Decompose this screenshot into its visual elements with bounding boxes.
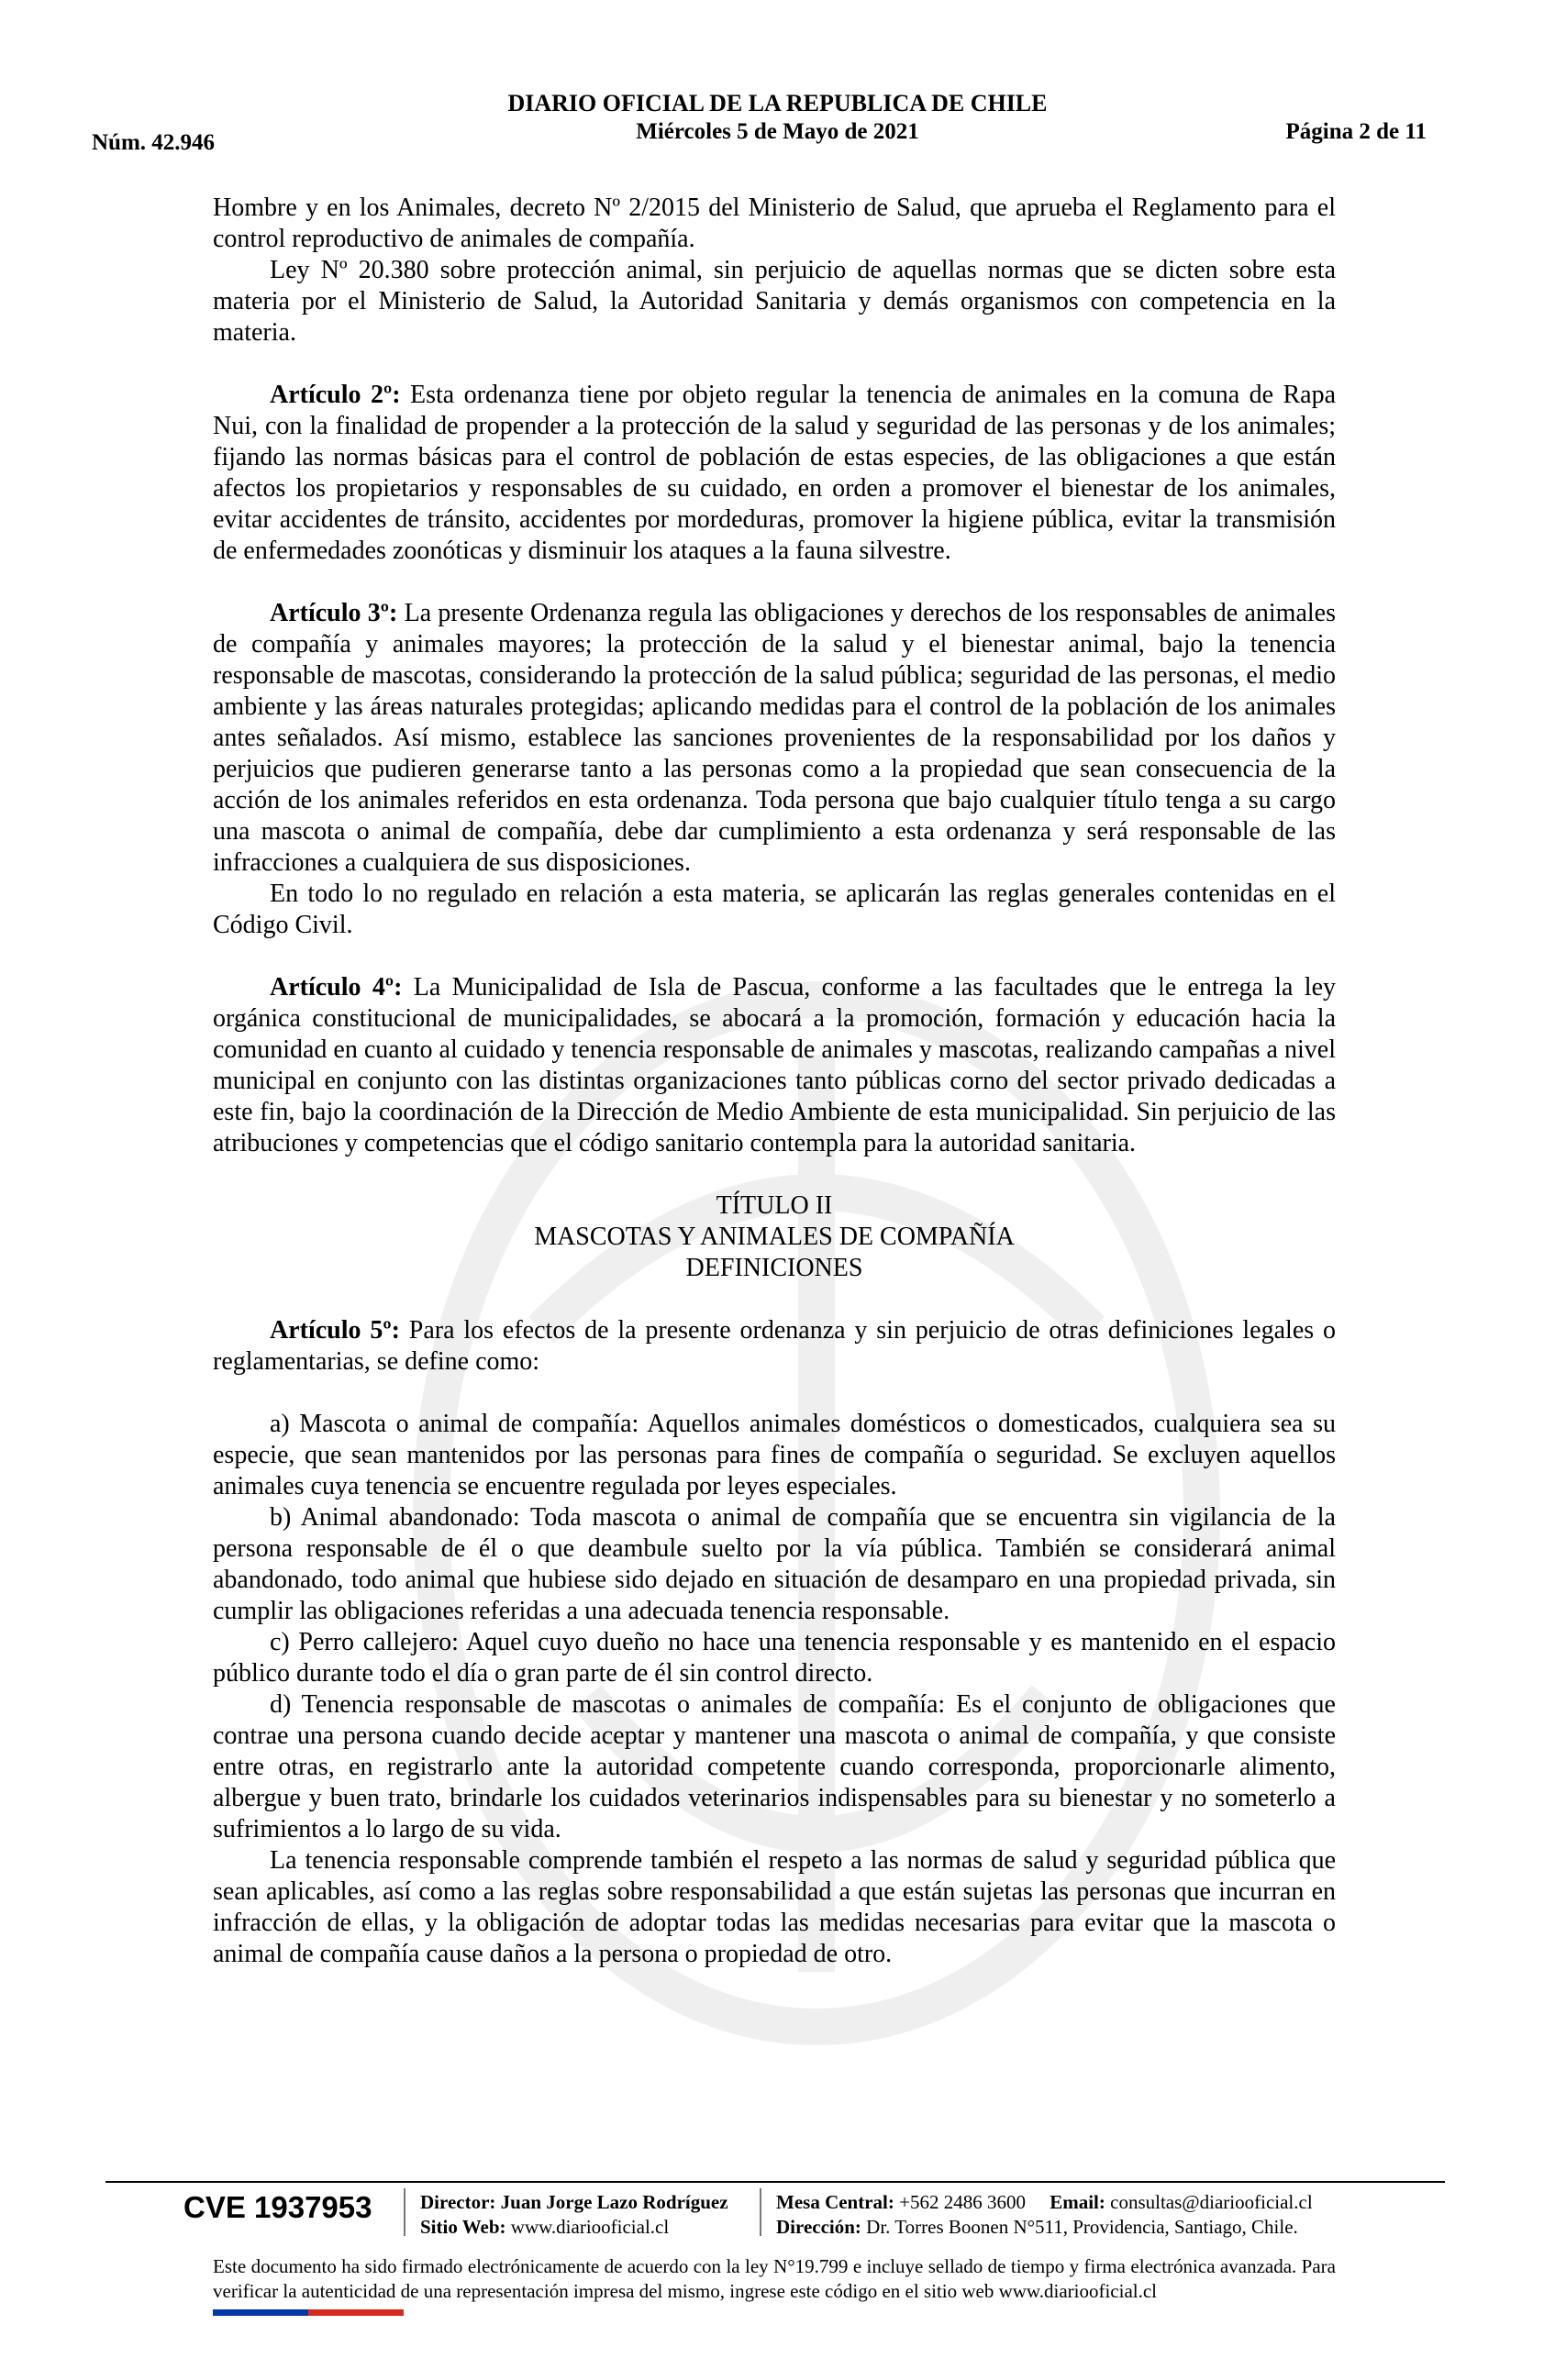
director-name: Juan Jorge Lazo Rodríguez <box>500 2191 728 2213</box>
article-text: La Municipalidad de Isla de Pascua, conforme a las facultades que le entrega la ley orgánica constitucional de municipalidades, se abocará a la promoción, formación y educación hacia la comunidad en cuanto al cuidado y tenencia responsable de animales y mascotas, realizando campañas a nivel municipal en conjunto con las distintas organizaciones tanto públicas corno del sector privado dedicadas a este fin, bajo la coordinación de la Dirección de Medio Ambiente de esta municipalidad. Sin perjuicio de las atribuciones y competencias que el código sanitario contempla para la autoridad sanitaria. <box>213 973 1336 1157</box>
footer-contact-block <box>776 2190 1313 2240</box>
footer-separator <box>404 2188 405 2236</box>
footer-separator <box>760 2188 761 2236</box>
footer-director-block <box>420 2190 728 2240</box>
article-label: Artículo 2º: <box>270 381 401 409</box>
title-heading: TÍTULO II <box>716 1191 833 1220</box>
paragraph: La tenencia responsable comprende también el respeto a las normas de salud y seguridad pública que sean aplicables, así como a las reglas sobre responsabilidad a que están sujetas las personas que incurran en infracción de ellas, y la obligación de adoptar todas las medidas necesarias para evitar que la mascota o animal de compañía cause daños a la persona o propiedad de otro. <box>213 1846 1336 1968</box>
definition-item: b) Animal abandonado: Toda mascota o animal de compañía que se encuentra sin vigilancia de la persona responsable de él o que deambule suelto por la vía pública. También se considerará animal abandonado, todo animal que hubiese sido dejado en situación de desamparo en una propiedad privada, sin cumplir las obligaciones referidas a una adecuada tenencia responsable. <box>213 1503 1336 1625</box>
article-5 <box>213 1315 1336 1378</box>
definition-item: c) Perro callejero: Aquel cuyo dueño no hace una tenencia responsable y es mantenido en el espacio público durante todo el día o gran parte de él sin control directo. <box>213 1628 1336 1688</box>
address-label: Dirección: <box>776 2216 861 2238</box>
article-text: Para los efectos de la presente ordenanza y sin perjuicio de otras definiciones legales o reglamentarias, se define como: <box>213 1316 1336 1376</box>
mesa-label: Mesa Central: <box>776 2191 894 2213</box>
newspaper-title: DIARIO OFICIAL DE LA REPUBLICA DE CHILE <box>507 90 1048 116</box>
issue-number: Núm. 42.946 <box>92 130 216 155</box>
definition-item: d) Tenencia responsable de mascotas o animales de compañía: Es el conjunto de obligaciones que contrae una persona cuando decide aceptar y mantener una mascota o animal de compañía, y que consiste entre otras, en registrarlo ante la autoridad competente cuando corresponda, proporcionarle alimento, albergue y buen trato, brindarle los cuidados veterinarios indispensables para su bienestar y no someterlo a sufrimientos a lo largo de su vida. <box>213 1690 1336 1843</box>
definitions-heading: DEFINICIONES <box>685 1254 863 1282</box>
article-4 <box>213 972 1336 1159</box>
legal-notice: Este documento ha sido firmado electrónicamente de acuerdo con la ley N°19.799 e incluye sellado de tiempo y firma electrónica avanzada. Para verificar la autenticidad de una representación impresa del mismo, ingrese este código en el sitio web www.diariooficial.cl <box>213 2255 1336 2302</box>
title-subheading: MASCOTAS Y ANIMALES DE COMPAÑÍA <box>534 1223 1015 1251</box>
article-label: Artículo 5º: <box>270 1316 400 1345</box>
article-text: Esta ordenanza tiene por objeto regular la tenencia de animales en la comuna de Rapa Nui, con la finalidad de propender a la protección de la salud y seguridad de las personas y de los animales; fijando las normas básicas para el control de población de estas especies, de las obligaciones a que están afectos los propietarios y responsables de su cuidado, en orden a promover el bienestar de los animales, evitar accidentes de tránsito, accidentes por mordeduras, promover la higiene pública, evitar la transmisión de enfermedades zoonóticas y disminuir los ataques a la fauna silvestre. <box>213 381 1336 565</box>
email-link[interactable]: consultas@diariooficial.cl <box>1110 2191 1313 2213</box>
definition-item: a) Mascota o animal de compañía: Aquellos animales domésticos o domesticados, cualquiera sea su especie, que sean mantenidos por las personas para fines de compañía o seguridad. Se excluyen aquellos animales cuya tenencia se encuentre regulada por leyes especiales. <box>213 1410 1336 1500</box>
email-label: Email: <box>1050 2191 1105 2213</box>
web-label: Sitio Web: <box>420 2216 506 2238</box>
paragraph: Ley Nº 20.380 sobre protección animal, sin perjuicio de aquellas normas que se dicten sobre esta materia por el Ministerio de Salud, la Autoridad Sanitaria y demás organismos con competencia en la materia. <box>213 256 1336 347</box>
cve-code: CVE 1937953 <box>183 2190 372 2224</box>
article-text: La presente Ordenanza regula las obligaciones y derechos de los responsables de animales de compañía y animales mayores; la protección de la salud y el bienestar animal, bajo la tenencia responsable de mascotas, considerando la protección de la salud pública; seguridad de las personas, el medio ambiente y las áreas naturales protegidas; aplicando medidas para el control de la población de los animales antes señalados. Así mismo, establece las sanciones provenientes de la responsabilidad por los daños y perjuicios que pudieren generarse tanto a las personas como a la propiedad que sean consecuencia de la acción de los animales referidos en esta ordenanza. Toda persona que bajo cualquier título tenga a su cargo una mascota o animal de compañía, debe dar cumplimiento a esta ordenanza y será responsable de las infracciones a cualquiera de sus disposiciones. <box>213 599 1336 877</box>
address-value: Dr. Torres Boonen N°511, Providencia, Santiago, Chile. <box>866 2216 1298 2238</box>
article-label: Artículo 4º: <box>270 973 403 1002</box>
paragraph: Hombre y en los Animales, decreto Nº 2/2015 del Ministerio de Salud, que aprueba el Reglamento para el control reproductivo de animales de compañía. <box>213 194 1336 253</box>
flag-bar-blue <box>213 2309 308 2316</box>
web-link[interactable]: www.diariooficial.cl <box>510 2216 670 2238</box>
article-3 <box>213 598 1336 879</box>
article-label: Artículo 3º: <box>270 599 398 627</box>
document-body <box>213 193 1336 1970</box>
director-label: Director: <box>420 2191 496 2213</box>
mesa-phone: +562 2486 3600 <box>899 2191 1026 2213</box>
article-2 <box>213 380 1336 567</box>
flag-bar-red <box>308 2309 404 2316</box>
paragraph: En todo lo no regulado en relación a esta materia, se aplicarán las reglas generales contenidas en el Código Civil. <box>213 880 1336 939</box>
issue-date: Miércoles 5 de Mayo de 2021 <box>636 119 919 144</box>
page-indicator: Página 2 de 11 <box>1285 119 1427 144</box>
footer-divider <box>106 2181 1445 2183</box>
